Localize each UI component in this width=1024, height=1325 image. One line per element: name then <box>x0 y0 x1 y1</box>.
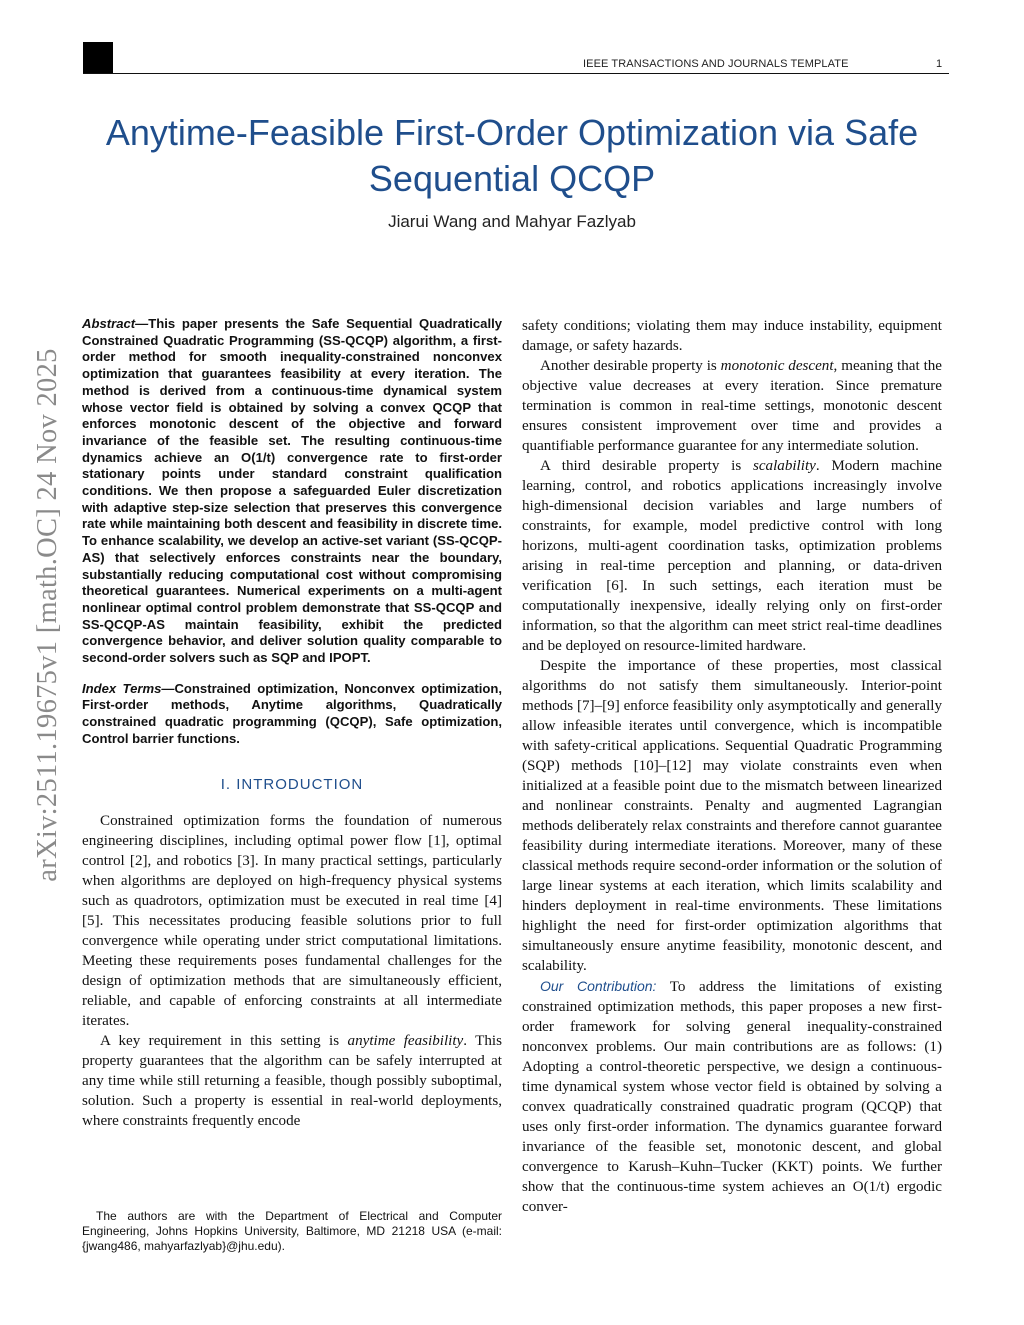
intro-paragraph-4 <box>522 456 942 656</box>
section-heading-introduction: I. INTRODUCTION <box>220 775 364 793</box>
intro-p2-text-b: . This property guarantees that the algorithm can be safely interrupted at any time while still returning a feasible, though possibly suboptimal, solution. Such a property is essential in real-world deployments, where constraints frequently encode <box>82 1032 502 1129</box>
arxiv-stamp: arXiv:2511.19675v1 [math.OC] 24 Nov 2025 <box>32 348 63 882</box>
abstract <box>82 316 502 667</box>
intro-p3-emphasis: monotonic descent <box>720 358 834 374</box>
intro-p3-text-a: Another desirable property is <box>540 358 721 374</box>
intro-p3-text-b: , meaning that the objective value decreases at every iteration. Since premature termination is common in real-time settings, monotonic descent ensures consistent improvement over time and provides a quantifiable performance guarantee for any intermediate solution. <box>522 358 943 454</box>
intro-paragraph-1: Constrained optimization forms the foundation of numerous engineering disciplines, including optimal power flow [1], optimal control [2], and robotics [3]. In many practical settings, particularly when algorithms are deployed on high-frequency physical systems such as quadrotors, optimization must be executed in real time [4] [5]. This necessitates producing feasible solutions prior to full convergence while operating under strict computational limitations. Meeting these requirements poses fundamental challenges for the design of optimization methods that are simultaneously efficient, reliable, and capable of enforcing constraints at all intermediate iterates. <box>82 812 502 1029</box>
intro-p2-text-a: A key requirement in this setting is <box>100 1032 348 1049</box>
abstract-lead: Abstract— <box>82 316 149 331</box>
page-number: 1 <box>936 58 943 70</box>
index-terms-lead: Index Terms— <box>82 680 175 696</box>
index-terms-text: Constrained optimization, Nonconvex optimization, First-order methods, Anytime algorithms, Quadratically constrained quadratic programming (QCQP), Safe optimization, Control barrier functions. <box>82 680 502 746</box>
paper-title: Anytime-Feasible First-Order Optimization via Safe Sequential QCQP <box>105 112 919 199</box>
abstract-text: This paper presents the Safe Sequential Quadratically Constrained Quadratic Programming (SS-QCQP) algorithm, a first-order method for smooth inequality-constrained nonconvex optimization that guarantees feasibility at every iteration. The method is derived from a continuous-time dynamical system whose vector field is obtained by solving a convex QCQP that enforces monotonic descent of the objective and forward invariance of the feasible set. The resulting continuous-time dynamics achieve an O(1/t) convergence rate to first-order stationary points under standard constraint qualification conditions. We then propose a safeguarded Euler discretization with adaptive step-size selection that preserves this convergence rate while maintaining both descent and feasibility in discrete time. To enhance scalability, we develop an active-set variant (SS-QCQP-AS) that selectively enforces constraints near the boundary, substantially reducing computational cost without compromising theoretical guarantees. Numerical experiments on a multi-agent nonlinear optimal control problem demonstrate that SS-QCQP and SS-QCQP-AS maintain feasibility, exhibit the predicted convergence behavior, and deliver solution quality comparable to second-order solvers such as SQP and IPOPT. <box>82 316 502 666</box>
contribution-text: To address the limitations of existing constrained optimization methods, this paper proposes a new first-order framework for solving general inequality-constrained nonconvex problems. Our main contributions are as follows: (1) Adopting a control-theoretic perspective, we design a continuous-time dynamical system whose vector field is obtained by solving a convex quadratically constrained quadratic program (QCQP) that uses only first-order information. The dynamics guarantee forward invariance of the feasible set, monotonic descent, and global convergence to Karush–Kuhn–Tucker (KKT) points. We further show that the continuous-time system achieves an O(1/t) ergodic conver- <box>522 979 942 1215</box>
intro-paragraph-6 <box>522 976 942 1217</box>
header-rule <box>83 73 949 74</box>
index-terms <box>82 681 502 748</box>
intro-p2-emphasis: anytime feasibility <box>347 1032 464 1049</box>
intro-paragraph-2 <box>82 1031 502 1131</box>
contribution-lead: Our Contribution: <box>540 978 657 994</box>
author-footnote: The authors are with the Department of Electrical and Computer Engineering, Johns Hopkins University, Baltimore, MD 21218 USA (e-mail: {jwang486, mahyarfazlyab}@jhu.edu). <box>82 1209 502 1253</box>
intro-paragraph-5: Despite the importance of these properties, most classical algorithms do not satisfy them simultaneously. Interior-point methods [7]–[9] enforce feasibility only asymptotically and generally allow infeasible iterates until convergence, which is incompatible with safety-critical applications. Sequential Quadratic Programming (SQP) methods [10]–[12] may violate constraints even when initialized at a feasible point due to the mismatch between linearized and nonlinear constraints. Penalty and augmented Lagrangian methods deliberately relax constraints and therefore cannot guarantee feasibility during intermediate iterations. Moreover, many of these classical methods require second-order information or the solution of large linear systems at each iteration, which limits scalability and hinders deployment in real-time environments. These limitations highlight the need for first-order optimization algorithms that simultaneously ensure anytime feasibility, monotonic descent, and scalability. <box>522 658 942 974</box>
intro-paragraph-3 <box>522 356 942 456</box>
journal-logo-block <box>83 42 113 74</box>
intro-p4-emphasis: scalability <box>752 458 816 474</box>
intro-p4-text-b: . Modern machine learning, control, and robotics applications increasingly involve high-dimensional decision variables and large numbers of constraints, for example, model predictive control with long horizons, multi-agent coordination tasks, optimization problems arising in real-time perception and planning, or data-driven verification [6]. In such settings, each iteration must be computationally inexpensive, ideally relying only on first-order information, so that the algorithm can meet strict real-time deadlines and be deployed on resource-limited hardware. <box>522 458 943 654</box>
left-column <box>82 316 502 1131</box>
intro-paragraph-continued: safety conditions; violating them may induce instability, equipment damage, or safety hazards. <box>522 318 942 354</box>
right-column <box>522 316 942 1217</box>
running-head: IEEE TRANSACTIONS AND JOURNALS TEMPLATE <box>583 58 849 70</box>
intro-p4-text-a: A third desirable property is <box>540 458 753 474</box>
paper-authors: Jiarui Wang and Mahyar Fazlyab <box>388 212 636 231</box>
